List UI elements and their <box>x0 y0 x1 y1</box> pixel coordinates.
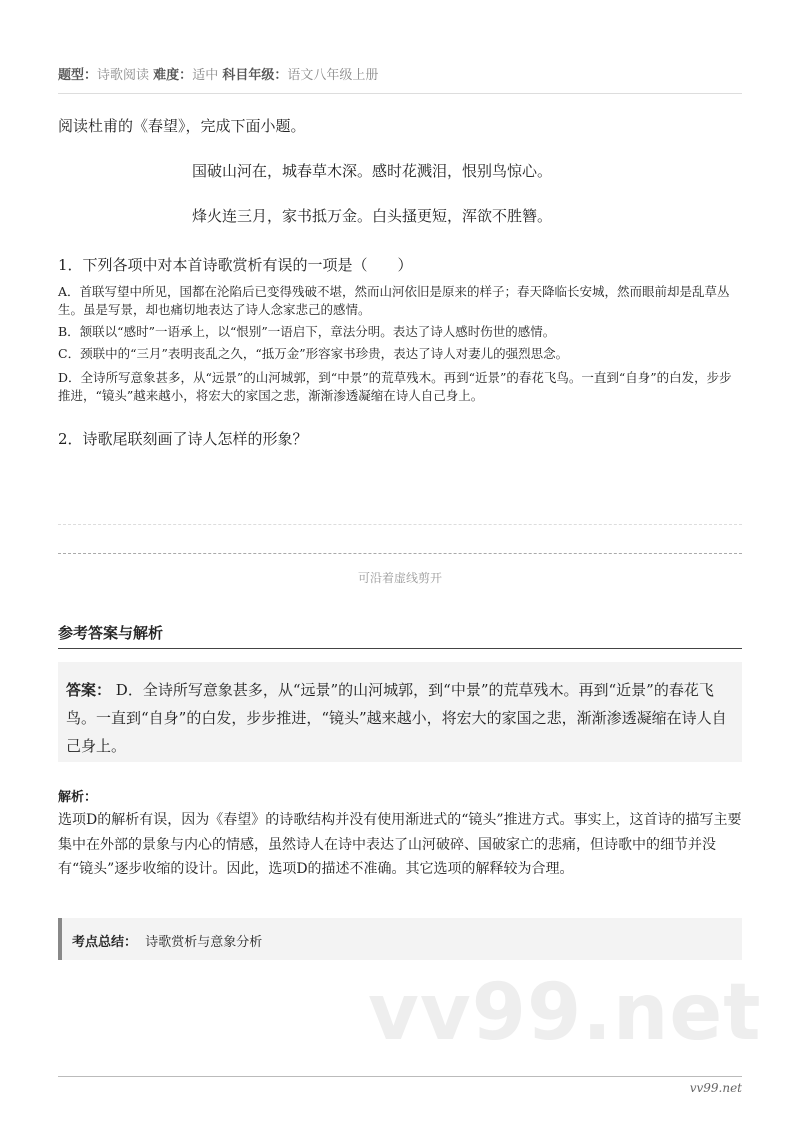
answer-text <box>66 676 730 760</box>
answer-line <box>58 524 742 525</box>
section-title: 参考答案与解析 <box>58 624 164 642</box>
section-divider <box>58 648 742 649</box>
grade-label: 科目年级： <box>222 68 288 83</box>
difficulty-label: 难度： <box>153 68 193 83</box>
footer-divider <box>58 1076 742 1077</box>
question-2: 2．诗歌尾联刻画了诗人怎样的形象？ <box>58 430 308 448</box>
option-c: C．颈联中的“三月”表明丧乱之久，“抵万金”形容家书珍贵，表达了诗人对妻儿的强烈思念。 <box>58 346 569 361</box>
option-a: A．首联写望中所见，国都在沦陷后已变得残破不堪，然而山河依旧是原来的样子；春天降临长安城，然而眼前却是乱草丛生。虽是写景，却也痛切地表达了诗人念家悲己的感情。 <box>58 284 730 317</box>
poem-line-1: 国破山河在，城春草木深。感时花溅泪，恨别鸟惊心。 <box>192 162 553 180</box>
cut-line <box>58 553 742 554</box>
question-meta <box>58 64 378 83</box>
answer-content: D．全诗所写意象甚多，从“远景”的山河城郭，到“中景”的荒草残木。再到“近景”的春花飞鸟。一直到“自身”的白发，步步推进，“镜头”越来越小，将宏大的家国之悲，渐渐渗透凝缩在诗人自己身上。 <box>66 681 727 755</box>
summary-text <box>72 931 262 950</box>
grade-value: 语文八年级上册 <box>287 68 379 83</box>
type-value: 诗歌阅读 <box>97 68 150 83</box>
option-b: B．颔联以“感时”一语承上，以“恨别”一语启下，章法分明。表达了诗人感时伤世的感情。 <box>58 324 556 339</box>
footer-site: vv99.net <box>689 1081 742 1095</box>
poem-line-2: 烽火连三月，家书抵万金。白头搔更短，浑欲不胜簪。 <box>192 207 553 225</box>
divider <box>58 93 742 94</box>
summary-label: 考点总结： <box>72 935 138 950</box>
watermark: vv99.net <box>368 968 762 1058</box>
difficulty-value: 适中 <box>192 68 219 83</box>
type-label: 题型： <box>58 68 98 83</box>
cut-note: 可沿着虚线剪开 <box>357 571 442 585</box>
answer-label: 答案： <box>66 681 112 699</box>
summary-content: 诗歌赏析与意象分析 <box>145 935 263 950</box>
option-d: D．全诗所写意象甚多，从“远景”的山河城郭，到“中景”的荒草残木。再到“近景”的春花飞鸟。一直到“自身”的白发，步步推进，“镜头”越来越小，将宏大的家国之悲，渐渐渗透凝缩在诗人自己身上。 <box>58 370 732 403</box>
analysis-text: 选项D的解析有误，因为《春望》的诗歌结构并没有使用渐进式的“镜头”推进方式。事实上，这首诗的描写主要集中在外部的景象与内心的情感，虽然诗人在诗中表达了山河破碎、国破家亡的悲痛，但诗歌中的细节并没有“镜头”逐步收缩的设计。因此，选项D的描述不准确。其它选项的解释较为合理。 <box>58 812 742 877</box>
intro-text: 阅读杜甫的《春望》，完成下面小题。 <box>58 117 306 135</box>
question-1: 1．下列各项中对本首诗歌赏析有误的一项是（ ） <box>58 256 413 274</box>
analysis-label: 解析： <box>58 790 98 805</box>
